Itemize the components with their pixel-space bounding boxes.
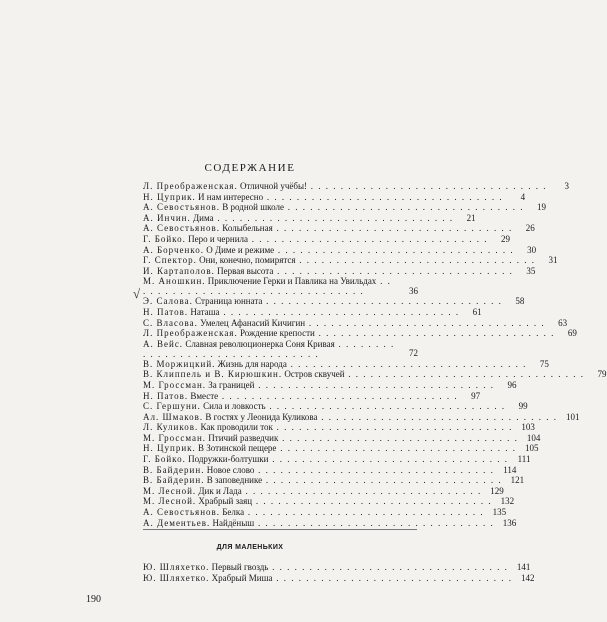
entry-author: Л. Куликов. bbox=[143, 422, 199, 433]
entry-title: Умелец Афанасий Кичигин bbox=[200, 317, 306, 328]
toc-entry-text bbox=[143, 266, 513, 277]
entry-author: А. Севостьянов. bbox=[143, 202, 221, 213]
entry-author: А. Борченко. bbox=[143, 244, 204, 255]
toc-entry-text bbox=[143, 433, 518, 444]
entry-title: В гостях у Леонида Куликова bbox=[205, 411, 318, 422]
entry-title: В Зотинской пещере bbox=[198, 443, 277, 454]
margin-check-mark: √ bbox=[133, 286, 141, 301]
leader-dots: . . . . . . . . . . . . . . . . . . . . . . . . . . . . . . . . bbox=[244, 507, 485, 518]
entry-page-number: 61 bbox=[472, 306, 482, 317]
leader-dots: . . . . . . . . . . . . . . . . . . . . . . . . . . . . . . . . bbox=[254, 379, 495, 390]
toc-entry-text bbox=[143, 181, 547, 192]
leader-dots: . . . . . . . . . . . . . . . . . . . . . . . . . . . . . . . . bbox=[262, 475, 503, 486]
entry-page-number: 69 bbox=[567, 328, 577, 339]
entry-title: И нам интересно bbox=[198, 191, 264, 202]
entry-page-number: 26 bbox=[525, 223, 535, 234]
entry-page-number: 19 bbox=[536, 202, 546, 213]
toc-entry bbox=[143, 390, 481, 402]
entry-author: В. Клиппель и В. Кирюшкин. bbox=[143, 369, 283, 380]
entry-page-number: 114 bbox=[503, 464, 517, 475]
entry-title: Колыбельная bbox=[222, 223, 273, 234]
entry-title: Сила и ловкость bbox=[203, 401, 266, 412]
toc-entry-text bbox=[143, 296, 502, 307]
leader-dots: . . . . . . . . . . . . . . . . . . . . . . . . . . . . . . . . bbox=[263, 191, 504, 202]
entry-title: Храбрый Миша bbox=[211, 572, 273, 583]
entry-title: В заповеднике bbox=[206, 475, 263, 486]
toc-entry bbox=[143, 181, 570, 192]
toc-entry bbox=[143, 339, 418, 359]
entry-page-number: 129 bbox=[490, 485, 504, 496]
leader-dots: . . . . . . . . . . . . . . . . . . . . . . . . . . . . . . . . bbox=[274, 244, 515, 255]
toc-entry-text bbox=[143, 380, 495, 391]
page-number: 190 bbox=[86, 594, 101, 605]
toc-entry bbox=[143, 443, 539, 454]
entry-title: О Диме и режиме bbox=[206, 244, 275, 255]
entry-page-number: 132 bbox=[500, 496, 515, 507]
toc-entry-text bbox=[143, 276, 396, 296]
leader-dots: . . . . . . . . . . . . . . . . . . . . . . . . . . . . . . . . bbox=[305, 317, 546, 328]
entry-author: В. Моржицкий. bbox=[143, 358, 216, 369]
entry-title: Белка bbox=[222, 507, 245, 518]
entry-page-number: 135 bbox=[492, 507, 507, 518]
entry-author: Л. Преображенская. bbox=[143, 328, 238, 339]
section-divider bbox=[143, 529, 417, 530]
entry-title: Жизнь для народа bbox=[217, 358, 287, 369]
entry-author: В. Байдерин. bbox=[143, 464, 205, 475]
entry-page-number: 142 bbox=[521, 572, 535, 583]
toc-entry bbox=[143, 369, 607, 380]
entry-page-number: 75 bbox=[539, 358, 549, 369]
entry-title: Отличной учёбы! bbox=[239, 181, 308, 191]
leader-dots: . . . . . . . . . . . . . . . . . . . . . . . . . . . . . . . . bbox=[248, 233, 489, 244]
leader-dots: . . . . . . . . . . . . . . . . . . . . . . . . . . . . . . . . bbox=[295, 255, 536, 266]
entry-title: Найдёныш bbox=[212, 517, 255, 528]
entry-author: М. Гроссман. bbox=[143, 379, 207, 390]
entry-author: А. Севостьянов. bbox=[143, 223, 221, 234]
toc-entry-text bbox=[143, 359, 527, 370]
leader-dots: . . . . . . . . . . . . . . . . . . . . . . . . . . . . . . . . bbox=[218, 390, 459, 401]
entry-author: М. Лесной. bbox=[143, 485, 197, 496]
entry-title: Подружки-болтушки bbox=[188, 454, 269, 465]
entry-page-number: 96 bbox=[507, 379, 517, 390]
toc-entry bbox=[143, 317, 568, 329]
leader-dots: . . . . . . . . . . . . . . . . . . . . . . . . . . . . . . . . bbox=[344, 369, 585, 380]
entry-page-number: 3 bbox=[564, 181, 570, 191]
leader-dots: . . . . . . . . . . . . . . . . . . . . . . . . . . . . . . . . bbox=[272, 572, 513, 583]
entry-page-number: 101 bbox=[566, 411, 580, 422]
toc-entry-text bbox=[143, 401, 506, 412]
entry-author: Э. Салова. bbox=[143, 296, 193, 307]
entry-author: А. Вейс. bbox=[143, 338, 184, 349]
entry-title: Славная революционерка Соня Кривая bbox=[185, 338, 335, 349]
entry-author: Г. Бойко. bbox=[143, 233, 186, 244]
leader-dots: . . . . . . . . . . . . . . . . . . . . . . . . . . . . . . . . bbox=[276, 443, 517, 454]
leader-dots: . . . . . . . . . . . . . . . . . . . . . . . . . . . . . . . . bbox=[241, 485, 482, 496]
toc-list bbox=[143, 181, 607, 528]
entry-title: Рождение крепости bbox=[239, 328, 315, 339]
toc-entry-text bbox=[143, 518, 494, 529]
leader-dots: . . . . . . . . . . . . . . . . . . . . . . . . . . . . . . . . bbox=[254, 517, 495, 528]
entry-title: Страница юнната bbox=[195, 296, 263, 307]
toc-entry-text bbox=[143, 496, 492, 507]
toc-entry bbox=[143, 496, 515, 507]
entry-page-number: 79 bbox=[597, 369, 607, 380]
section-heading: ДЛЯ МАЛЕНЬКИХ bbox=[216, 544, 284, 551]
toc-entry-text bbox=[143, 213, 454, 224]
toc-entry-text bbox=[143, 223, 513, 234]
leader-dots: . . . . . . . . . . . . . . . . . . . . . . . . . . . . . . . . bbox=[213, 212, 454, 223]
entry-author: И. Картаполов. bbox=[143, 265, 215, 276]
entry-page-number: 105 bbox=[524, 443, 539, 454]
toc-entry bbox=[143, 212, 476, 224]
entry-title: Дима bbox=[192, 212, 214, 223]
entry-page-number: 136 bbox=[502, 517, 517, 528]
leader-dots: . . . . . . . . . . . . . . . . . . . . . . . . . . . . . . . . bbox=[317, 411, 558, 422]
leader-dots: . . . . . . . . . . . . . . . . . . . . . . . . . . . . . . . . bbox=[286, 358, 527, 369]
toc-entry-text bbox=[143, 391, 458, 402]
entry-page-number: 63 bbox=[558, 317, 568, 328]
toc-entry-text bbox=[143, 465, 494, 476]
leader-dots: . . . . . . . . . . . . . . . . . . . . . . . . . . . . . . . . bbox=[273, 265, 514, 276]
entry-author: А. Севостьянов. bbox=[143, 507, 221, 518]
entry-author: С. Гершуни. bbox=[143, 401, 201, 412]
entry-author: Ю. Шляхетко. bbox=[143, 572, 210, 583]
entry-page-number: 4 bbox=[520, 191, 526, 202]
toc-entry bbox=[143, 485, 504, 497]
toc-entry bbox=[143, 223, 535, 234]
entry-title: Как проводили ток bbox=[200, 422, 273, 433]
entry-title: Дик и Лада bbox=[198, 485, 242, 496]
toc-entry bbox=[143, 328, 577, 339]
toc-entry bbox=[143, 572, 535, 584]
toc-entry-text bbox=[143, 255, 536, 266]
entry-page-number: 29 bbox=[501, 233, 511, 244]
entry-page-number: 103 bbox=[521, 422, 535, 433]
leader-dots: . . . . . . . . . . . . . . . . . . . . . . . . . . . . . . . . bbox=[143, 338, 395, 359]
toc-entry bbox=[143, 276, 418, 296]
toc-entry bbox=[143, 358, 549, 370]
entry-page-number: 97 bbox=[471, 390, 481, 401]
entry-author: А. Инчин. bbox=[143, 212, 191, 223]
leader-dots: . . . . . . . . . . . . . . . . . . . . . . . . . . . . . . . . bbox=[272, 422, 513, 433]
entry-author: Г. Бойко. bbox=[143, 454, 186, 465]
toc-entry-text bbox=[143, 507, 484, 518]
entry-page-number: 31 bbox=[548, 255, 558, 266]
toc-entry bbox=[143, 233, 511, 245]
toc-entry bbox=[143, 432, 541, 444]
entry-author: Л. Преображенская. bbox=[143, 181, 238, 191]
toc-entry-text bbox=[143, 339, 396, 359]
leader-dots: . . . . . . . . . . . . . . . . . . . . . . . . . . . . . . . . bbox=[268, 562, 509, 572]
entry-page-number: 104 bbox=[526, 432, 541, 443]
toc-entry bbox=[143, 475, 525, 486]
entry-page-number: 21 bbox=[466, 212, 476, 223]
entry-author: Г. Спектор. bbox=[143, 255, 197, 266]
toc-entry-text bbox=[143, 422, 513, 433]
toc-entry-text bbox=[143, 369, 585, 380]
toc-entry bbox=[143, 562, 531, 573]
entry-author: М. Гроссман. bbox=[143, 432, 207, 443]
toc-entry bbox=[143, 255, 558, 266]
entry-author: Ал. Шмаков. bbox=[143, 411, 204, 422]
leader-dots: . . . . . . . . . . . . . . . . . . . . . . . . . . . . . . . . bbox=[219, 306, 460, 317]
toc-entry-text bbox=[143, 234, 488, 245]
entry-page-number: 99 bbox=[518, 401, 528, 412]
toc-list-section2 bbox=[143, 562, 535, 583]
leader-dots: . . . . . . . . . . . . . . . . . . . . . . . . . . . . . . . . bbox=[272, 223, 513, 234]
entry-page-number: 111 bbox=[517, 454, 531, 465]
entry-title: Приключение Герки и Павлика на Увильдах bbox=[207, 276, 377, 287]
toc-entry bbox=[143, 517, 517, 529]
toc-entry bbox=[143, 422, 535, 433]
entry-author: Ю. Шляхетко. bbox=[143, 562, 210, 572]
toc-entry bbox=[143, 464, 517, 476]
entry-author: Н. Патов. bbox=[143, 390, 189, 401]
leader-dots: . . . . . . . . . . . . . . . . . . . . . . . . . . . . . . . . bbox=[307, 181, 548, 191]
entry-author: А. Дементьев. bbox=[143, 517, 211, 528]
leader-dots: . . . . . . . . . . . . . . . . . . . . . . . . . . . . . . . . bbox=[143, 276, 392, 297]
entry-title: Птичий разведчик bbox=[208, 432, 279, 443]
toc-entry bbox=[143, 507, 507, 518]
entry-page-number: 121 bbox=[510, 475, 525, 486]
leader-dots: . . . . . . . . . . . . . . . . . . . . . . . . . . . . . . . . bbox=[265, 401, 506, 412]
entry-author: Н. Патов. bbox=[143, 306, 189, 317]
entry-title: Вместе bbox=[190, 390, 219, 401]
toc-entry-text bbox=[143, 443, 516, 454]
entry-page-number: 141 bbox=[516, 562, 531, 572]
entry-title: Остров сквучей bbox=[284, 369, 345, 380]
entry-author: Н. Цуприк. bbox=[143, 191, 196, 202]
leader-dots: . . . . . . . . . . . . . . . . . . . . . . . . . . . . . . . . bbox=[283, 202, 524, 213]
leader-dots: . . . . . . . . . . . . . . . . . . . . . . . . . . . . . . . . bbox=[314, 328, 555, 339]
toc-entry bbox=[143, 306, 482, 318]
entry-page-number: 36 bbox=[409, 285, 418, 296]
toc-entry bbox=[143, 202, 546, 213]
toc-entry-text bbox=[143, 328, 555, 339]
toc-entry bbox=[143, 265, 536, 277]
leader-dots: . . . . . . . . . . . . . . . . . . . . . . . . . . . . . . . . bbox=[252, 496, 493, 507]
toc-entry-text bbox=[143, 486, 482, 497]
entry-title: Перо и чернила bbox=[188, 233, 249, 244]
toc-entry-text bbox=[143, 192, 503, 203]
leader-dots: . . . . . . . . . . . . . . . . . . . . . . . . . . . . . . . . bbox=[262, 296, 503, 307]
entry-title: Первый гвоздь bbox=[211, 562, 269, 572]
toc-heading: СОДЕРЖАНИЕ bbox=[204, 162, 296, 174]
toc-entry bbox=[143, 191, 526, 203]
entry-page-number: 58 bbox=[515, 296, 525, 307]
entry-title: В родной школе bbox=[222, 202, 284, 213]
toc-entry bbox=[143, 454, 531, 465]
entry-author: В. Байдерин. bbox=[143, 475, 205, 486]
toc-entry-text bbox=[143, 573, 513, 584]
toc-entry-text bbox=[143, 202, 524, 213]
toc-entry bbox=[143, 244, 537, 256]
leader-dots: . . . . . . . . . . . . . . . . . . . . . . . . . . . . . . . . bbox=[278, 432, 519, 443]
toc-entry-text bbox=[143, 307, 460, 318]
toc-entry bbox=[143, 379, 517, 391]
entry-page-number: 35 bbox=[526, 265, 536, 276]
toc-entry-text bbox=[143, 245, 514, 256]
leader-dots: . . . . . . . . . . . . . . . . . . . . . . . . . . . . . . . . bbox=[254, 464, 495, 475]
entry-page-number: 72 bbox=[409, 348, 418, 359]
entry-page-number: 30 bbox=[527, 244, 537, 255]
leader-dots: . . . . . . . . . . . . . . . . . . . . . . . . . . . . . . . . bbox=[268, 454, 509, 465]
toc-entry-text bbox=[143, 454, 508, 465]
toc-entry bbox=[143, 296, 525, 307]
toc-entry-text bbox=[143, 412, 558, 423]
entry-title: За границей bbox=[208, 379, 255, 390]
toc-entry-text bbox=[143, 562, 508, 573]
toc-entry bbox=[143, 411, 580, 423]
entry-title: Наташа bbox=[190, 306, 220, 317]
entry-title: Первая высота bbox=[217, 265, 274, 276]
toc-entry-text bbox=[143, 475, 502, 486]
toc-entry bbox=[143, 401, 528, 412]
entry-author: М. Лесной. bbox=[143, 496, 197, 507]
entry-author: С. Власова. bbox=[143, 317, 198, 328]
entry-title: Новое слово bbox=[206, 464, 255, 475]
entry-title: Храбрый заяц bbox=[198, 496, 253, 507]
entry-author: М. Аношкин. bbox=[143, 276, 206, 287]
entry-author: Н. Цуприк. bbox=[143, 443, 196, 454]
entry-title: Они, конечно, помирятся bbox=[199, 255, 296, 266]
toc-entry-text bbox=[143, 318, 545, 329]
